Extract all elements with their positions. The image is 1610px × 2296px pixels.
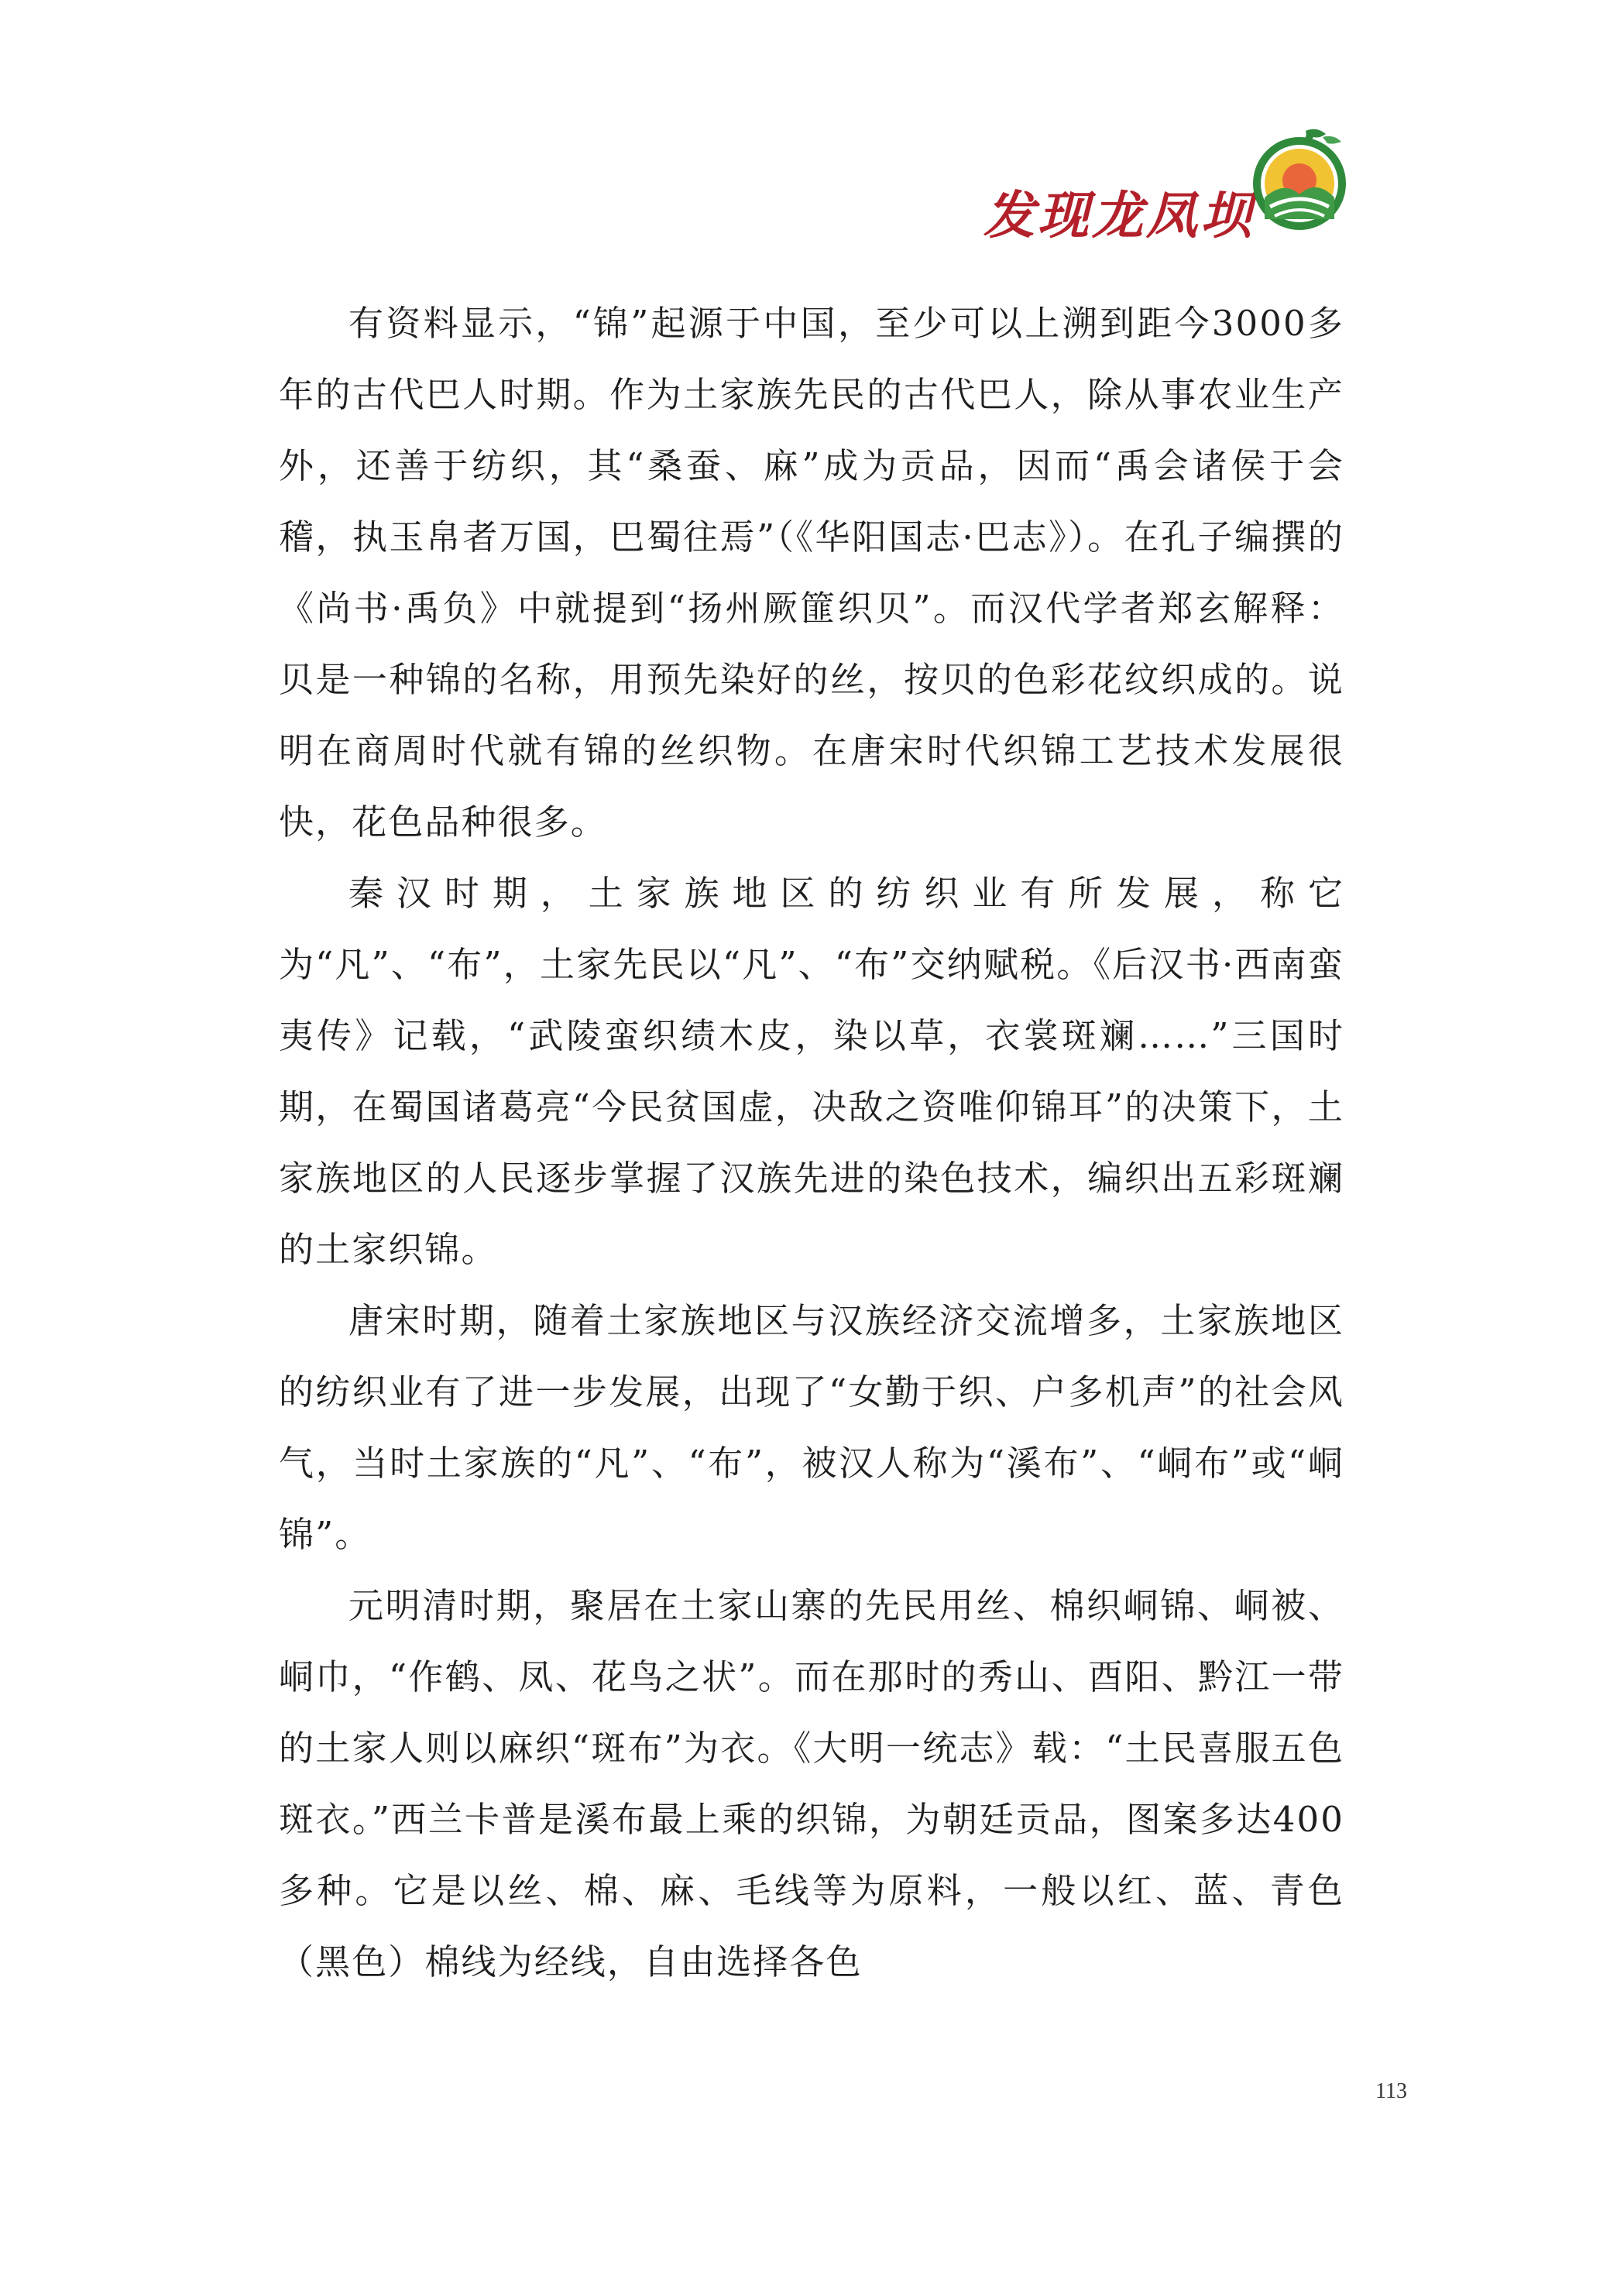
- paragraph: 有资料显示，“锦”起源于中国，至少可以上溯到距今3000多年的古代巴人时期。作为土家族先民的古代巴人，除从事农业生产外，还善于纺织，其“桑蚕、麻”成为贡品，因而“禹会诸侯于会稽，执玉帛者万国，巴蜀往焉”（《华阳国志·巴志》）。在孔子编撰的《尚书·禹负》中就提到“扬州厥篚织贝”。而汉代学者郑玄解释：贝是一种锦的名称，用预先染好的丝，按贝的色彩花纹织成的。说明在商周时代就有锦的丝织物。在唐宋时代织锦工艺技术发展很快，花色品种很多。: [279, 303, 1344, 843]
- paragraph: 元明清时期，聚居在土家山寨的先民用丝、棉织峒锦、峒被、峒巾，“作鹤、凤、花鸟之状”。而在那时的秀山、酉阳、黔江一带的土家人则以麻织“斑布”为衣。《大明一统志》载：“土民喜服五色斑衣。”西兰卡普是溪布最上乘的织锦，为朝廷贡品，图案多达400多种。它是以丝、棉、麻、毛线等为原料，一般以红、蓝、青色（黑色）棉线为经线，自由选择各色: [279, 1585, 1344, 1982]
- paragraph: 秦汉时期，土家族地区的纺织业有所发展，称它为“凡”、“布”，土家先民以“凡”、“布”交纳赋税。《后汉书·西南蛮夷传》记载，“武陵蛮织绩木皮，染以草，衣裳斑斓……”三国时期，在蜀国诸葛亮“今民贫国虚，决敌之资唯仰锦耳”的决策下，土家族地区的人民逐步掌握了汉族先进的染色技术，编织出五彩斑斓的土家织锦。: [279, 873, 1344, 1270]
- article-body: [279, 288, 1344, 1998]
- header-logo: [984, 120, 1355, 244]
- page-number: 113: [1375, 2079, 1407, 2103]
- header-title: 发现龙凤坝: [984, 185, 1255, 245]
- sun-over-green-hills-emblem-icon: [1245, 126, 1354, 235]
- paragraph: 唐宋时期，随着土家族地区与汉族经济交流增多，土家族地区的纺织业有了进一步发展，出现了“女勤于织、户多机声”的社会风气，当时土家族的“凡”、“布”，被汉人称为“溪布”、“峒布”或“峒锦”。: [279, 1300, 1344, 1555]
